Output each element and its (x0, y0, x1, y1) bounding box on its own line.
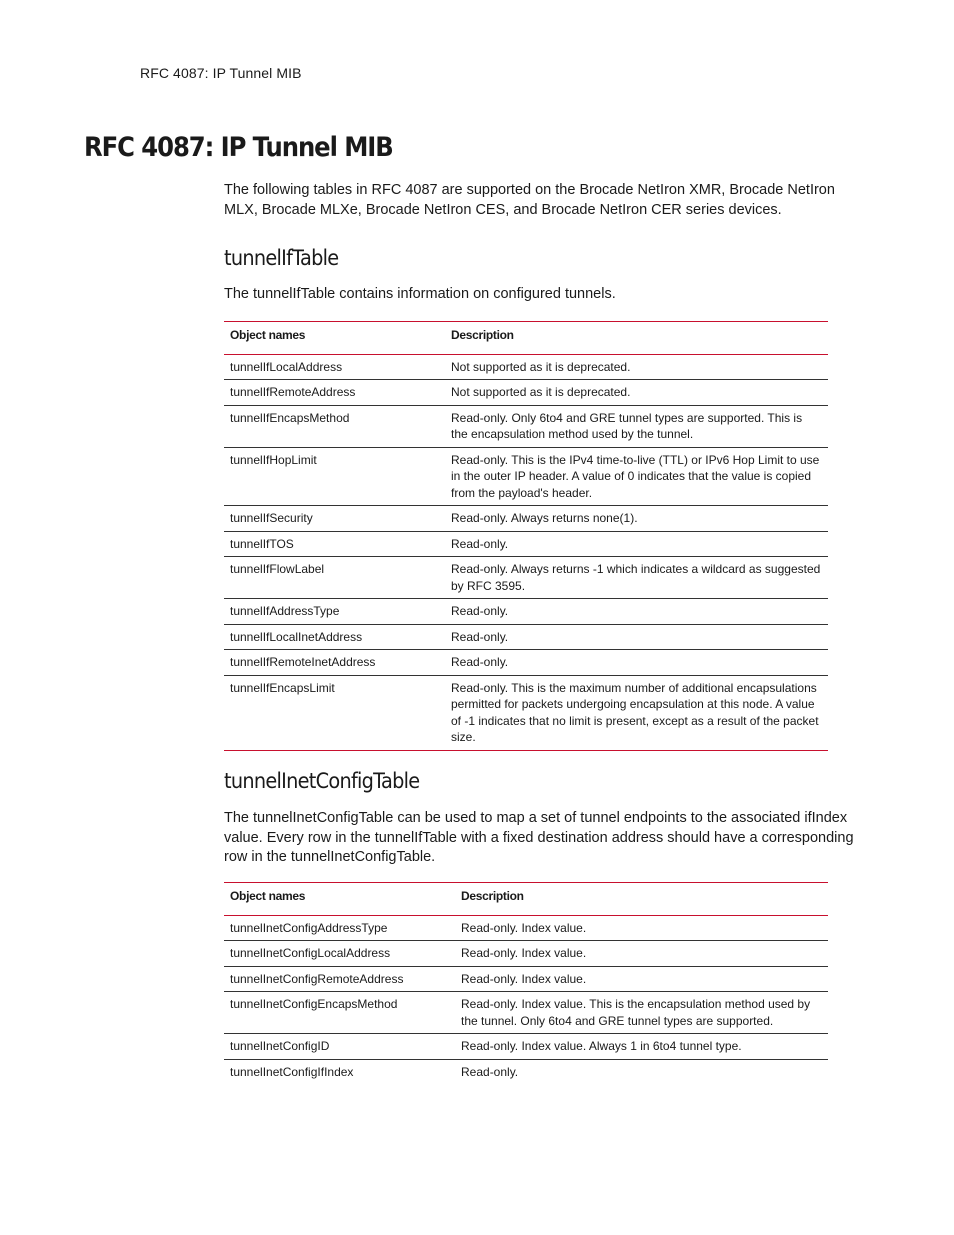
table-row (224, 354, 828, 380)
table-row (224, 405, 828, 447)
tunnel-inet-config-table (224, 882, 828, 1084)
object-name-cell: tunnelInetConfigAddressType (224, 915, 455, 941)
column-header-object-names: Object names (224, 322, 445, 355)
description-cell: Not supported as it is deprecated. (445, 380, 828, 406)
description-cell: Read-only. This is the IPv4 time-to-live (TTL) or IPv6 Hop Limit to use in the outer IP header. A value of 0 indicates that the value is copied from the payload's header. (445, 447, 828, 506)
object-name-cell: tunnelIfEncapsLimit (224, 675, 445, 750)
table-row (224, 380, 828, 406)
object-name-cell: tunnelIfRemoteInetAddress (224, 650, 445, 676)
description-cell: Read-only. Index value. This is the encapsulation method used by the tunnel. Only 6to4 and GRE tunnel types are supported. (455, 992, 828, 1034)
description-cell: Read-only. (461, 1064, 519, 1079)
description-cell: Read-only. Index value. (455, 915, 828, 941)
description-cell: Read-only. (445, 624, 828, 650)
object-name-cell: tunnelInetConfigIfIndex (230, 1064, 354, 1079)
column-header-description: Description (445, 322, 828, 355)
description-cell: Not supported as it is deprecated. (445, 354, 828, 380)
tunnel-inet-config-table-description: The tunnelInetConfigTable can be used to map a set of tunnel endpoints to the associated ifIndex value. Every row in the tunnelIfTable with a fixed destination address should have a corresponding row in the tunnelInetConfigTable. (224, 810, 854, 865)
table-row (224, 1059, 828, 1084)
table-row (224, 557, 828, 599)
tunnel-if-table-heading: tunnelIfTable (224, 246, 339, 270)
table-row (224, 1034, 828, 1060)
object-name-cell: tunnelIfAddressType (224, 599, 445, 625)
description-cell: Read-only. Always returns -1 which indicates a wildcard as suggested by RFC 3595. (445, 557, 828, 599)
object-name-cell: tunnelIfHopLimit (224, 447, 445, 506)
tunnel-if-table-description: The tunnelIfTable contains information on configured tunnels. (224, 286, 616, 302)
table-row (224, 624, 828, 650)
object-name-cell: tunnelInetConfigID (224, 1034, 455, 1060)
page-title: RFC 4087: IP Tunnel MIB (84, 132, 393, 163)
column-header-description: Description (455, 883, 828, 916)
tunnel-if-table (224, 321, 828, 751)
column-header-object-names: Object names (224, 883, 455, 916)
table-row (224, 531, 828, 557)
description-cell: Read-only. Index value. (455, 966, 828, 992)
table-row (224, 650, 828, 676)
object-name-cell: tunnelInetConfigRemoteAddress (224, 966, 455, 992)
table-header-row (224, 322, 828, 355)
description-cell: Read-only. This is the maximum number of additional encapsulations permitted for packets undergoing encapsulation at this node. A value of -1 indicates that no limit is present, except as a result of the packet size. (445, 675, 828, 750)
intro-paragraph: The following tables in RFC 4087 are supported on the Brocade NetIron XMR, Brocade NetIron MLX, Brocade MLXe, Brocade NetIron CES, and Brocade NetIron CER series devices. (224, 182, 835, 218)
description-cell: Read-only. Index value. (455, 941, 828, 967)
table-row (224, 447, 828, 506)
description-cell: Read-only. Always returns none(1). (445, 506, 828, 532)
description-cell: Read-only. (445, 650, 828, 676)
table-row (224, 915, 828, 941)
object-name-cell: tunnelIfEncapsMethod (224, 405, 445, 447)
object-name-cell: tunnelInetConfigLocalAddress (224, 941, 455, 967)
table-row (224, 992, 828, 1034)
object-name-cell: tunnelIfFlowLabel (224, 557, 445, 599)
table-row (224, 506, 828, 532)
table-row (224, 675, 828, 750)
table-row (224, 599, 828, 625)
running-header: RFC 4087: IP Tunnel MIB (140, 65, 302, 81)
tunnel-inet-config-table-heading: tunnelInetConfigTable (224, 769, 420, 793)
object-name-cell: tunnelIfTOS (224, 531, 445, 557)
description-cell: Read-only. (445, 531, 828, 557)
table-row (224, 966, 828, 992)
description-cell: Read-only. Index value. Always 1 in 6to4 tunnel type. (455, 1034, 828, 1060)
object-name-cell: tunnelInetConfigEncapsMethod (224, 992, 455, 1034)
table-header-row (224, 883, 828, 916)
object-name-cell: tunnelIfLocalAddress (224, 354, 445, 380)
object-name-cell: tunnelIfLocalInetAddress (224, 624, 445, 650)
description-cell: Read-only. Only 6to4 and GRE tunnel types are supported. This is the encapsulation method used by the tunnel. (445, 405, 828, 447)
object-name-cell: tunnelIfRemoteAddress (224, 380, 445, 406)
description-cell: Read-only. (445, 599, 828, 625)
object-name-cell: tunnelIfSecurity (224, 506, 445, 532)
table-row (224, 941, 828, 967)
